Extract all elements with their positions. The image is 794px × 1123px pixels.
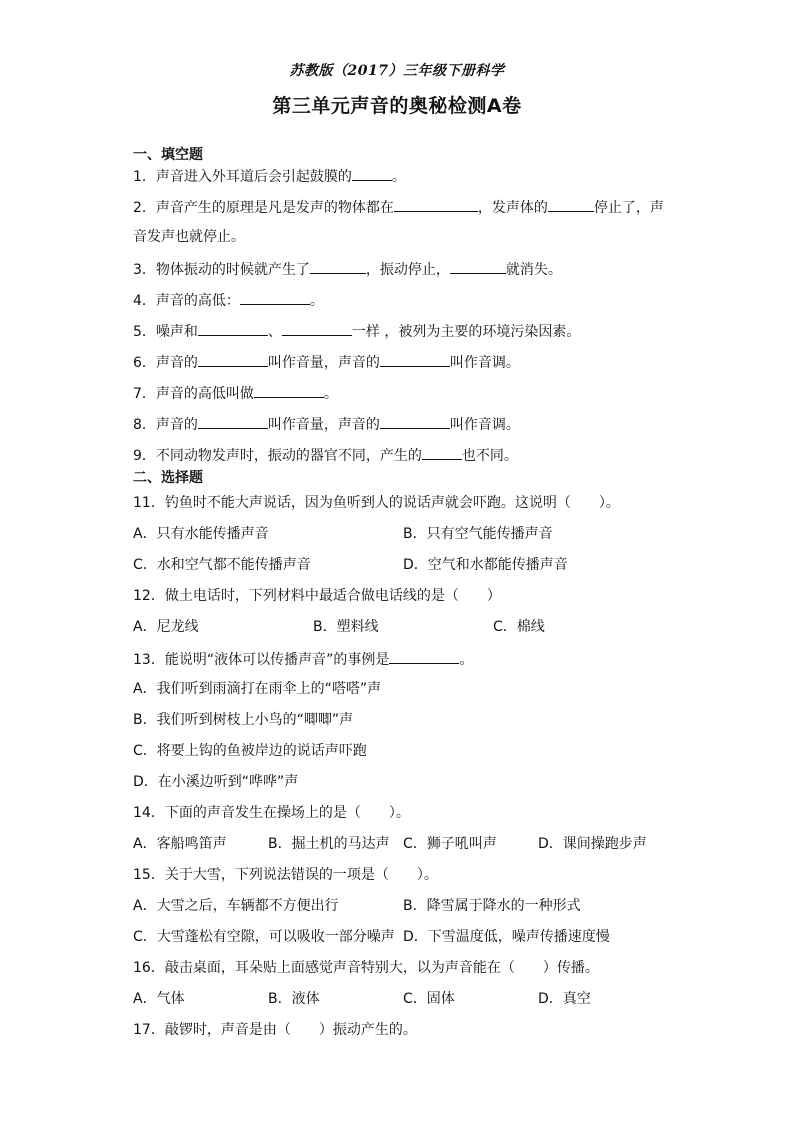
- option-a[interactable]: A．气体: [133, 991, 185, 1007]
- question-14-options: [133, 834, 673, 854]
- question-9: 9．不同动物发声时，振动的器官不同，产生的 也不同。: [133, 444, 673, 464]
- option-b[interactable]: B．液体: [268, 991, 320, 1007]
- option-a[interactable]: A．我们听到雨滴打在雨伞上的“嗒嗒”声: [133, 681, 382, 697]
- exam-content: [133, 145, 673, 1040]
- question-11-options-row-1: [133, 524, 673, 544]
- option-c[interactable]: C．固体: [403, 991, 455, 1007]
- answer-blank[interactable]: [450, 258, 506, 274]
- answer-blank[interactable]: [198, 320, 268, 336]
- option-b[interactable]: B．掘土机的马达声: [268, 836, 390, 852]
- question-2-continued: 音发声也就停止。: [133, 229, 245, 245]
- option-a[interactable]: A．尼龙线: [133, 619, 199, 635]
- answer-blank[interactable]: [548, 196, 594, 212]
- answer-blank[interactable]: [352, 165, 392, 181]
- option-b[interactable]: B．只有空气能传播声音: [403, 526, 553, 542]
- option-d[interactable]: D．在小溪边听到“哗哗”声: [133, 774, 299, 790]
- question-15-options-row-2: [133, 927, 673, 947]
- option-b[interactable]: B．我们听到树枝上小鸟的“唧唧”声: [133, 712, 354, 728]
- section-heading-choice: 二、选择题: [133, 470, 203, 486]
- question-7: 7．声音的高低叫做 。: [133, 382, 673, 402]
- answer-blank[interactable]: [198, 413, 268, 429]
- question-17: 17．敲锣时，声音是由（ ）振动产生的。: [133, 1022, 417, 1038]
- option-c[interactable]: C．大雪蓬松有空隙，可以吸收一部分噪声: [133, 929, 395, 945]
- question-16-options: [133, 989, 673, 1009]
- option-a[interactable]: A．大雪之后，车辆都不方便出行: [133, 898, 339, 914]
- question-14: 14．下面的声音发生在操场上的是（ ）。: [133, 805, 410, 821]
- option-d[interactable]: D．真空: [538, 991, 591, 1007]
- exam-title: 第三单元声音的奥秘检测A卷: [272, 95, 522, 117]
- question-16: 16．敲击桌面，耳朵贴上面感觉声音特别大，以为声音能在（ ）传播。: [133, 960, 599, 976]
- exam-subtitle: 苏教版（2017）三年级下册科学: [289, 63, 505, 79]
- option-d[interactable]: D．下雪温度低，噪声传播速度慢: [403, 929, 610, 945]
- question-12-options: [133, 617, 673, 637]
- answer-blank[interactable]: [380, 351, 450, 367]
- question-11: 11．钓鱼时不能大声说话，因为鱼听到人的说话声就会吓跑。这说明（ ）。: [133, 495, 620, 511]
- answer-blank[interactable]: [254, 382, 324, 398]
- option-b[interactable]: B．降雪属于降水的一种形式: [403, 898, 581, 914]
- option-c[interactable]: C．水和空气都不能传播声音: [133, 557, 311, 573]
- option-a[interactable]: A．客船鸣笛声: [133, 836, 227, 852]
- answer-blank[interactable]: [389, 648, 459, 664]
- question-2: 2．声音产生的原理是凡是发声的物体都在 ，发声体的 停止了，声: [133, 196, 673, 216]
- option-c[interactable]: C．将要上钩的鱼被岸边的说话声吓跑: [133, 743, 367, 759]
- answer-blank[interactable]: [422, 444, 462, 460]
- question-11-options-row-2: [133, 555, 673, 575]
- option-a[interactable]: A．只有水能传播声音: [133, 526, 269, 542]
- question-1: 1．声音进入外耳道后会引起鼓膜的 。: [133, 165, 673, 185]
- question-8: 8．声音的 叫作音量，声音的 叫作音调。: [133, 413, 673, 433]
- question-12: 12．做土电话时，下列材料中最适合做电话线的是（ ）: [133, 588, 501, 604]
- question-15-options-row-1: [133, 896, 673, 916]
- question-5: 5．噪声和 、 一样 ，被列为主要的环境污染因素。: [133, 320, 673, 340]
- question-13: 13．能说明“液体可以传播声音”的事例是 。: [133, 648, 673, 668]
- answer-blank[interactable]: [394, 196, 478, 212]
- question-15: 15．关于大雪，下列说法错误的一项是（ ）。: [133, 867, 438, 883]
- question-4: 4．声音的高低： 。: [133, 289, 673, 309]
- option-b[interactable]: B．塑料线: [313, 619, 379, 635]
- answer-blank[interactable]: [282, 320, 352, 336]
- answer-blank[interactable]: [198, 351, 268, 367]
- option-c[interactable]: C．狮子吼叫声: [403, 836, 497, 852]
- answer-blank[interactable]: [310, 258, 366, 274]
- option-d[interactable]: D．空气和水都能传播声音: [403, 557, 568, 573]
- section-heading-fill: 一、填空题: [133, 147, 203, 163]
- question-3: 3．物体振动的时候就产生了 ，振动停止， 就消失。: [133, 258, 673, 278]
- answer-blank[interactable]: [380, 413, 450, 429]
- option-d[interactable]: D．课间操跑步声: [538, 836, 647, 852]
- answer-blank[interactable]: [240, 289, 310, 305]
- option-c[interactable]: C．棉线: [493, 619, 545, 635]
- question-6: 6．声音的 叫作音量，声音的 叫作音调。: [133, 351, 673, 371]
